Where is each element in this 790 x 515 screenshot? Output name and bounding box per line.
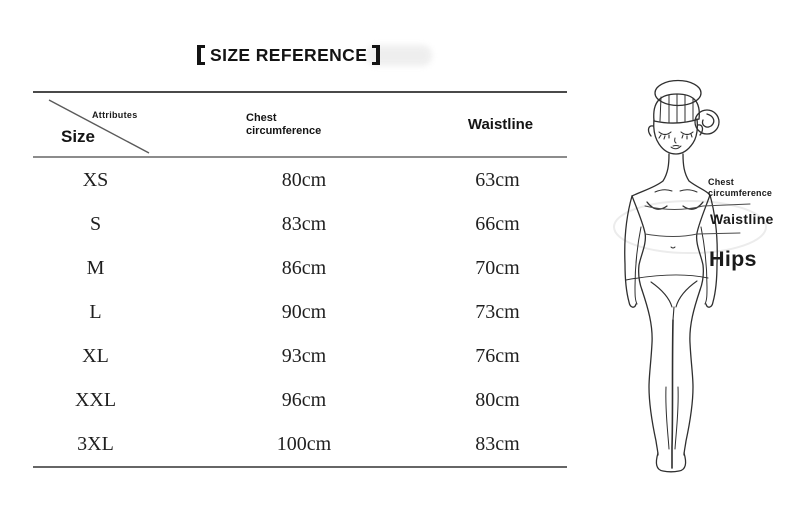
waist-value: 73cm	[475, 300, 520, 323]
feet	[656, 453, 685, 472]
chest-value: 93cm	[281, 344, 327, 367]
waist-value: 70cm	[475, 256, 520, 279]
waistline-column-header: Waistline	[467, 116, 534, 133]
attributes-header-label: Attributes	[92, 110, 138, 120]
table-row	[33, 158, 567, 202]
table-row	[33, 422, 567, 466]
waist-value: 63cm	[475, 168, 520, 191]
size-value: XS	[82, 168, 109, 191]
right-lenticular-bracket	[372, 45, 380, 65]
size-value: XL	[82, 344, 109, 367]
size-value: S	[89, 212, 102, 235]
table-row	[33, 378, 567, 422]
chest-value: 96cm	[281, 388, 327, 411]
waist-pointer-line	[645, 233, 740, 237]
lips	[671, 146, 681, 149]
waist-value: 80cm	[475, 388, 520, 411]
left-lenticular-bracket	[197, 45, 205, 65]
chest-circumference-label: Chest circumference	[708, 177, 773, 198]
torso	[626, 195, 710, 320]
hips-label: Hips	[709, 247, 757, 271]
size-value: M	[86, 256, 105, 279]
navel	[671, 247, 675, 248]
diagonal-divider-line	[33, 93, 158, 156]
page-title-text: SIZE REFERENCE	[210, 44, 368, 65]
corner-header-cell	[33, 93, 158, 156]
table-row	[33, 246, 567, 290]
size-table	[33, 91, 567, 468]
female-figure-illustration	[598, 75, 768, 475]
waist-value: 66cm	[475, 212, 520, 235]
waist-value: 83cm	[475, 432, 520, 455]
inseam-line	[672, 320, 673, 468]
bikini-lines	[651, 281, 697, 320]
chest-value: 100cm	[276, 432, 332, 455]
chest-value: 80cm	[281, 168, 327, 191]
waistline-label: Waistline	[710, 211, 774, 227]
chest-column-header	[158, 93, 428, 156]
legs	[642, 290, 700, 472]
chest-value: 83cm	[281, 212, 327, 235]
size-header-label: Size	[61, 127, 96, 146]
neck-shoulders	[632, 154, 710, 196]
chest-value: 90cm	[281, 300, 327, 323]
hair-bun-icon	[654, 81, 719, 135]
size-value: 3XL	[77, 432, 114, 455]
table-row	[33, 290, 567, 334]
table-header-row	[33, 93, 567, 158]
chest-value: 86cm	[281, 256, 327, 279]
table-body	[33, 158, 567, 466]
chest-column-header-text: Chest circumference	[246, 111, 322, 137]
page-title	[197, 42, 380, 68]
closed-eyes	[659, 132, 693, 139]
face	[649, 119, 703, 154]
waist-value: 76cm	[475, 344, 520, 367]
table-row	[33, 334, 567, 378]
table-row	[33, 202, 567, 246]
nose	[675, 138, 676, 143]
size-value: L	[89, 300, 102, 323]
size-value: XXL	[74, 388, 117, 411]
